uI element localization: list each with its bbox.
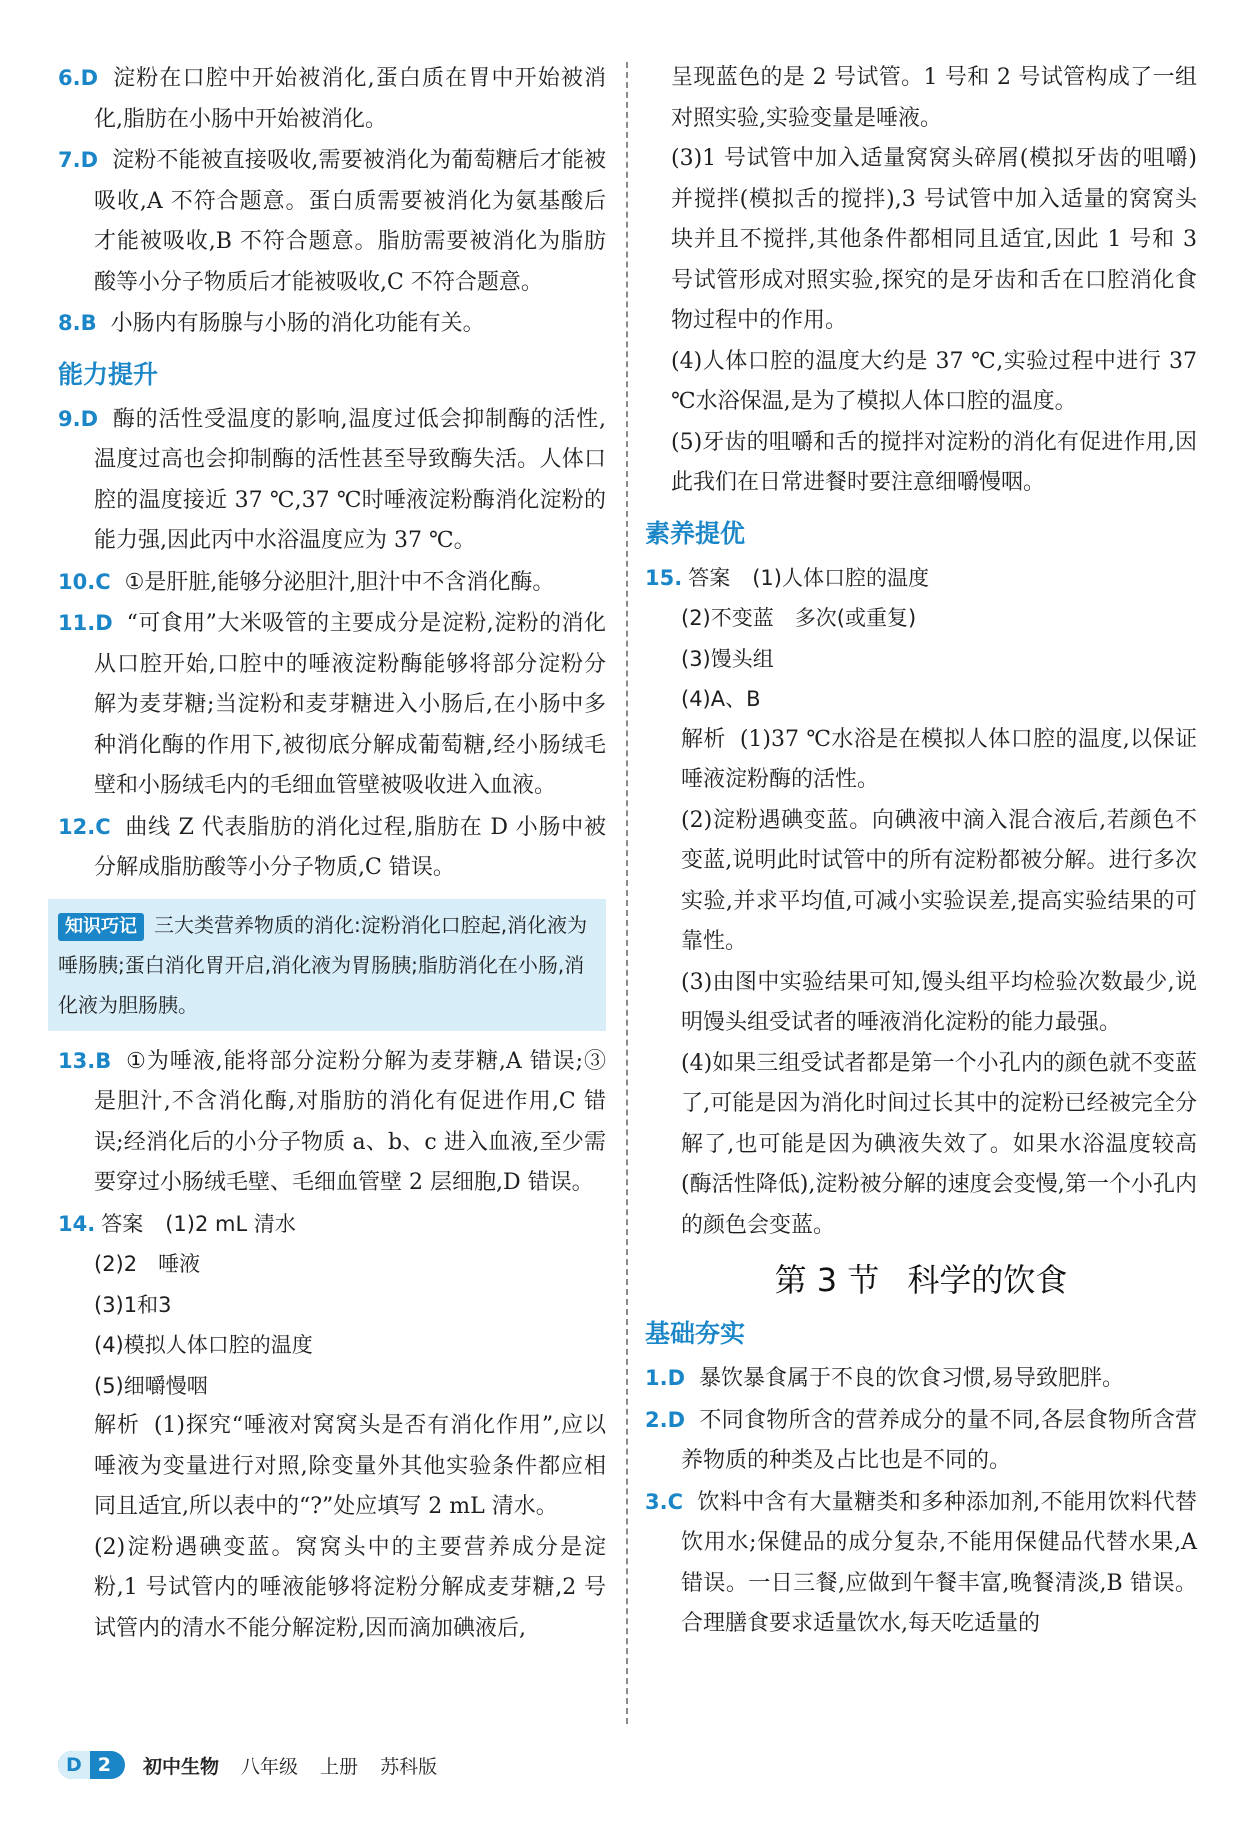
answer-line — [58, 1204, 606, 1245]
answer-label: 答案 — [101, 1211, 144, 1236]
question-text: 小肠内有肠腺与小肠的消化功能有关。 — [110, 311, 485, 336]
question-text: 曲线 Z 代表脂肪的消化过程,脂肪在 D 小肠中被分解成脂肪酸等小分子物质,C 错误。 — [94, 814, 606, 880]
question-9 — [58, 399, 606, 562]
explanation-text: (1)探究“唾液对窝窝头是否有消化作用”,应以唾液为变量进行对照,除变量外其他实验条件都应相同且适宜,所以表中的“?”处应填写 2 mL 清水。 — [94, 1413, 606, 1519]
page-badge — [58, 1751, 125, 1779]
question-b2 — [645, 1400, 1197, 1482]
memory-tip-box — [48, 899, 606, 1031]
question-number: 7.D — [58, 148, 99, 172]
question-number: 2.D — [645, 1407, 686, 1432]
question-number: 13.B — [58, 1048, 112, 1073]
left-column — [58, 58, 606, 1649]
explanation — [58, 1406, 606, 1528]
answer-item: (4)A、B — [681, 687, 761, 711]
memory-tip-tag: 知识巧记 — [58, 913, 144, 941]
question-14 — [58, 1204, 606, 1650]
question-text: “可食用”大米吸管的主要成分是淀粉,淀粉的消化从口腔开始,口腔中的唾液淀粉酶能够将部分淀粉分解为麦芽糖;当淀粉和麦芽糖进入小肠后,在小肠中多种消化酶的作用下,被彻底分解成葡萄糖,经小肠绒毛壁和小肠绒毛内的毛细血管壁被吸收进入血液。 — [94, 611, 606, 798]
memory-tip-text: 三大类营养物质的消化:淀粉消化口腔起,消化液为唾肠胰;蛋白消化胃开启,消化液为胃肠胰;脂肪消化在小肠,消化液为胆肠胰。 — [58, 912, 588, 1017]
answer-item: (1)2 mL 清水 — [165, 1211, 296, 1236]
answer-item: (3)1和3 — [94, 1292, 172, 1317]
column-divider — [626, 62, 628, 1724]
question-number: 10.C — [58, 569, 111, 594]
question-11 — [58, 603, 606, 807]
question-13 — [58, 1041, 606, 1204]
explanation-continued: 呈现蓝色的是 2 号试管。1 号和 2 号试管构成了一组对照实验,实验变量是唾液。 — [671, 65, 1197, 131]
explanation — [645, 720, 1197, 801]
footer-grade: 八年级 — [241, 1755, 299, 1778]
question-number: 12.C — [58, 814, 111, 839]
explanation-text: (2)淀粉遇碘变蓝。窝窝头中的主要营养成分是淀粉,1 号试管内的唾液能够将淀粉分解成麦芽糖,2 号试管内的清水不能分解淀粉,因而滴加碘液后, — [94, 1534, 606, 1641]
footer-term: 上册 — [320, 1755, 359, 1778]
question-text: 淀粉不能被直接吸收,需要被消化为葡萄糖后才能被吸收,A 不符合题意。蛋白质需要被消化为氨基酸后才能被吸收,B 不符合题意。脂肪需要被消化为脂肪酸等小分子物质后才能被吸收,C 不符合题意。 — [94, 148, 606, 295]
explanation-text: (5)牙齿的咀嚼和舌的搅拌对淀粉的消化有促进作用,因此我们在日常进餐时要注意细嚼慢咽。 — [671, 429, 1197, 495]
answer-item: (1)人体口腔的温度 — [752, 565, 929, 590]
question-15 — [645, 558, 1197, 1247]
chapter-name: 科学的饮食 — [907, 1261, 1068, 1299]
question-number: 15. — [645, 565, 683, 590]
explanation-text: (2)淀粉遇碘变蓝。向碘液中滴入混合液后,若颜色不变蓝,说明此时试管中的所有淀粉都被分解。进行多次实验,并求平均值,可减小实验误差,提高实验结果的可靠性。 — [681, 807, 1197, 954]
question-text: ①为唾液,能将部分淀粉分解为麦芽糖,A 错误;③是胆汁,不含消化酶,对脂肪的消化有促进作用,C 错误;经消化后的小分子物质 a、b、c 进入血液,至少需要穿过小肠绒毛壁、毛细血管壁 2 层细胞,D 错误。 — [94, 1048, 606, 1195]
question-10 — [58, 562, 606, 604]
explanation-text: (4)如果三组受试者都是第一个小孔内的颜色就不变蓝了,可能是因为消化时间过长其中的淀粉已经被完全分解了,也可能是因为碘液失效了。如果水浴温度较高(酶活性降低),淀粉被分解的速度会变慢,第一个小孔内的颜色会变蓝。 — [681, 1050, 1197, 1238]
question-b1 — [645, 1358, 1197, 1400]
explanation-text: (3)由图中实验结果可知,馒头组平均检验次数最少,说明馒头组受试者的唾液消化淀粉的能力最强。 — [681, 969, 1197, 1035]
answer-item: (2)2 唾液 — [94, 1252, 201, 1276]
answer-line — [645, 558, 1197, 599]
question-6 — [58, 58, 606, 140]
page-letter: D — [58, 1751, 90, 1779]
footer-edition: 苏科版 — [380, 1755, 438, 1778]
question-number: 1.D — [645, 1366, 686, 1390]
question-12 — [58, 807, 606, 889]
section-heading-literacy: 素养提优 — [645, 518, 746, 548]
answer-item: (3)馒头组 — [681, 646, 774, 671]
question-text: 不同食物所含的营养成分的量不同,各层食物所含营养物质的种类及占比也是不同的。 — [681, 1407, 1197, 1473]
question-text: 淀粉在口腔中开始被消化,蛋白质在胃中开始被消化,脂肪在小肠中开始被消化。 — [94, 66, 606, 132]
question-text: 饮料中含有大量糖类和多种添加剂,不能用饮料代替饮用水;保健品的成分复杂,不能用保健品代替水果,A 错误。一日三餐,应做到午餐丰富,晚餐清淡,B 错误。合理膳食要求适量饮水,每天吃适量的 — [681, 1489, 1197, 1636]
question-number: 3.C — [645, 1489, 684, 1514]
chapter-number: 第 3 节 — [774, 1261, 880, 1299]
section-heading-ability: 能力提升 — [58, 359, 159, 389]
answer-label: 答案 — [688, 565, 731, 590]
question-number: 8.B — [58, 311, 97, 335]
explanation-text: (3)1 号试管中加入适量窝窝头碎屑(模拟牙齿的咀嚼)并搅拌(模拟舌的搅拌),3 号试管中加入适量的窝窝头块并且不搅拌,其他条件都相同且适宜,因此 1 号和 3 号试管形成对照实验,探究的是牙齿和舌在口腔消化食物过程中的作用。 — [671, 146, 1197, 333]
question-8 — [58, 303, 606, 345]
explanation-label: 解析 — [94, 1413, 140, 1438]
answer-item: (2)不变蓝 多次(或重复) — [681, 606, 917, 630]
question-b3 — [645, 1482, 1197, 1645]
answer-item: (5)细嚼慢咽 — [94, 1373, 208, 1398]
right-column — [645, 58, 1197, 1645]
question-text: 暴饮暴食属于不良的饮食习惯,易导致肥胖。 — [699, 1366, 1125, 1391]
page-number: 2 — [97, 1754, 112, 1776]
page-footer — [58, 1748, 459, 1782]
explanation-text: (4)人体口腔的温度大约是 37 ℃,实验过程中进行 37 ℃水浴保温,是为了模拟人体口腔的温度。 — [671, 348, 1197, 414]
question-number: 11.D — [58, 611, 113, 635]
section-heading-basic: 基础夯实 — [645, 1319, 746, 1348]
question-text: ①是肝脏,能够分泌胆汁,胆汁中不含消化酶。 — [124, 569, 555, 595]
chapter-title — [645, 1256, 1197, 1304]
explanation-label: 解析 — [681, 726, 726, 752]
answer-item: (4)模拟人体口腔的温度 — [94, 1333, 313, 1357]
question-text: 酶的活性受温度的影响,温度过低会抑制酶的活性,温度过高也会抑制酶的活性甚至导致酶失活。人体口腔的温度接近 37 ℃,37 ℃时唾液淀粉酶消化淀粉的能力强,因此丙中水浴温度应为 37 ℃。 — [94, 406, 606, 553]
question-number: 6.D — [58, 66, 99, 90]
question-number: 14. — [58, 1211, 96, 1236]
question-7 — [58, 140, 606, 303]
question-number: 9.D — [58, 406, 99, 431]
explanation-text: (1)37 ℃水浴是在模拟人体口腔的温度,以保证唾液淀粉酶的活性。 — [681, 726, 1197, 792]
footer-subject: 初中生物 — [143, 1755, 220, 1778]
